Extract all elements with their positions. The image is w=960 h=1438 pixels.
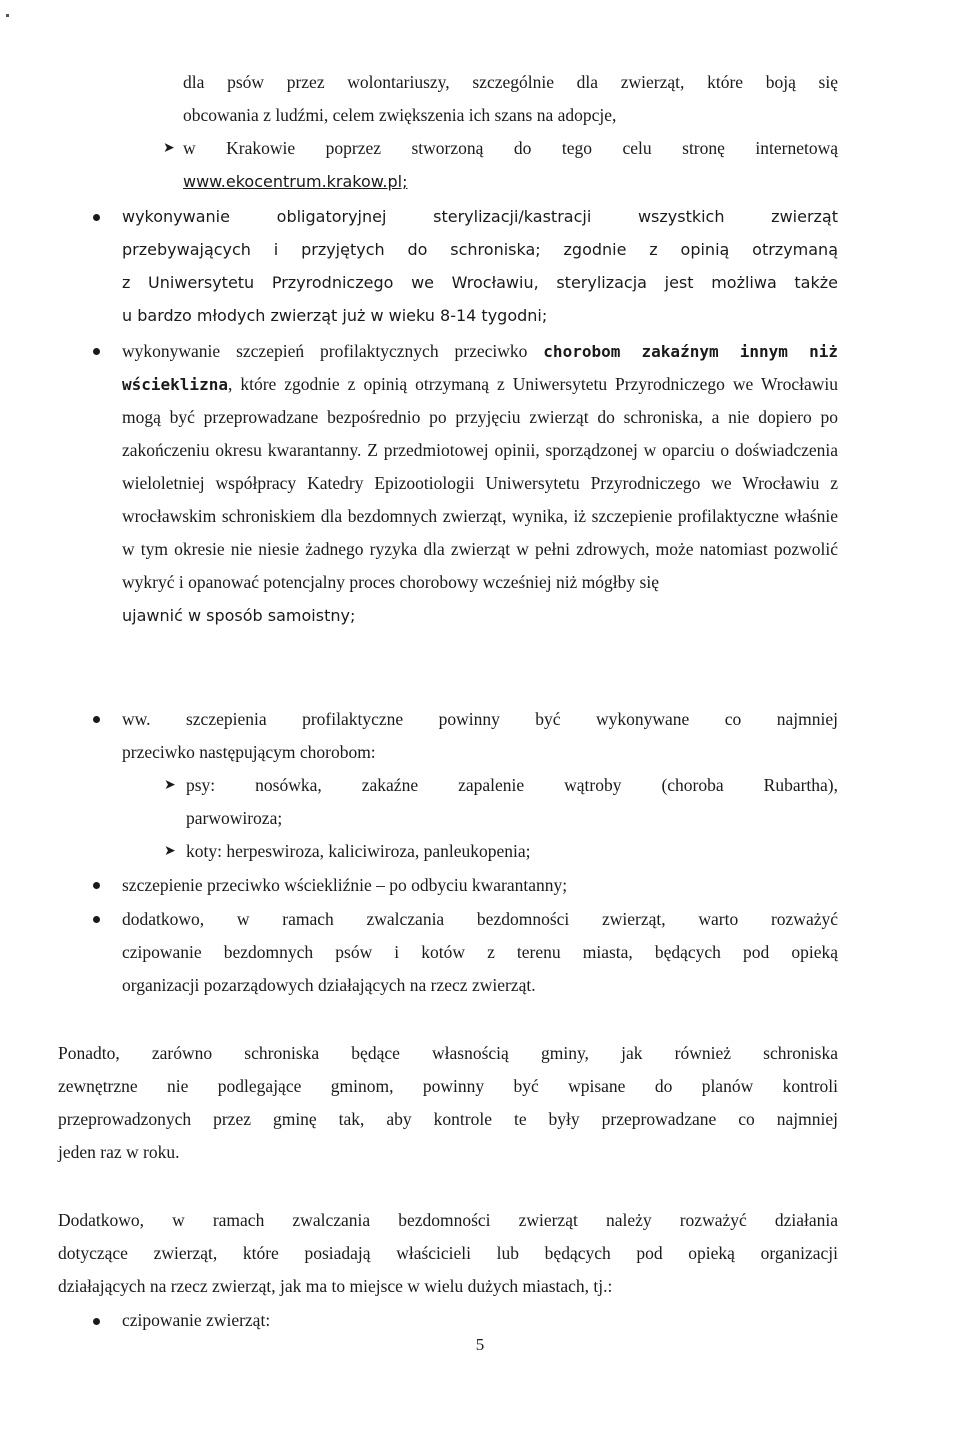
sub-item-cats: koty: herpeswiroza, kaliciwiroza, panleukopenia; [186, 841, 531, 861]
arrow-bullet-icon: ➤ [163, 140, 175, 156]
bullet-icon [93, 1318, 100, 1325]
page-number: 5 [475, 1335, 485, 1354]
bullet-chipping-owned: czipowanie zwierząt: [122, 1310, 271, 1330]
bullet-icon [93, 882, 100, 889]
bullet-vaccination-list: ww. szczepienia profilaktyczne powinny być wykonywane co najmniej przeciwko następującym chorobom: [122, 709, 838, 762]
arrow-bullet-icon: ➤ [164, 777, 176, 793]
bullet-rabies: szczepienie przeciwko wściekliźnie – po odbyciu kwarantanny; [122, 875, 568, 895]
paragraph-shelter-inspections: Ponadto, zarówno schroniska będące własnością gminy, jak również schroniska zewnętrzne nie podlegające gminom, powinny być wpisane do planów kontroli przeprowadzonych przez gminę tak, aby kontrole te były przeprowadzane co najmniej jeden raz w roku. [58, 1043, 838, 1162]
bullet-sterilization: wykonywanie obligatoryjnej sterylizacji/kastracji wszystkich zwierząt przebywających i przyjętych do schroniska; zgodnie z opinią otrzymaną z Uniwersytetu Przyrodniczego we Wrocławiu, sterylizacja jest możliwa także u bardzo młodych zwierząt już w wieku 8-14 tygodni; [122, 207, 838, 325]
arrow-bullet-icon: ➤ [164, 843, 176, 859]
continuation-text: dla psów przez wolontariuszy, szczególnie dla zwierząt, które boją się obcowania z ludźmi, celem zwiększenia ich szans na adopcje, [183, 72, 838, 125]
bullet-icon [93, 916, 100, 923]
scan-mark [6, 14, 9, 17]
bullet-icon [93, 214, 100, 221]
bullet-icon [93, 348, 100, 355]
paragraph-owned-animals: Dodatkowo, w ramach zwalczania bezdomności zwierząt należy rozważyć działania dotyczące zwierząt, które posiadają właścicieli lub będących pod opieką organizacji działających na rzecz zwierząt, jak ma to miejsce w wielu dużych miastach, tj.: [58, 1210, 838, 1296]
ekocentrum-link[interactable]: www.ekocentrum.krakow.pl; [183, 172, 408, 191]
bullet-icon [93, 716, 100, 723]
arrow-item-website: w Krakowie poprzez stworzoną do tego celu stronę internetową www.ekocentrum.krakow.pl; [183, 138, 838, 191]
bullet-vaccinations: wykonywanie szczepień profilaktycznych przeciwko chorobom zakaźnym innym niż wścieklizna, które zgodnie z opinią otrzymaną z Uniwersytetu Przyrodniczego we Wrocławiu mogą być przeprowadzane bezpośrednio po przyjęciu zwierząt do schroniska, a nie dopiero po zakończeniu okresu kwarantanny. Z przedmiotowej opinii, sporządzonej w oparciu o doświadczenia wieloletniej współpracy Katedry Epizootiologii Uniwersytetu Przyrodniczego we Wrocławiu z wrocławskim schroniskiem dla bezdomnych zwierząt, wynika, iż szczepienie profilaktyczne właśnie w tym okresie nie niesie żadnego ryzyka dla zwierząt w pełni zdrowych, może natomiast pozwolić wykryć i opanować potencjalny proces chorobowy wcześniej niż mógłby się ujawnić w sposób samoistny; [122, 341, 839, 625]
bullet-chipping-homeless: dodatkowo, w ramach zwalczania bezdomności zwierząt, warto rozważyć czipowanie bezdomnych psów i kotów z terenu miasta, będących pod opieką organizacji pozarządowych działających na rzecz zwierząt. [122, 909, 838, 995]
bold-phrase: chorobom zakaźnym innym niż wścieklizna [122, 342, 839, 394]
sub-item-dogs: psy: nosówka, zakaźne zapalenie wątroby (choroba Rubartha), parwowiroza; [186, 775, 838, 828]
